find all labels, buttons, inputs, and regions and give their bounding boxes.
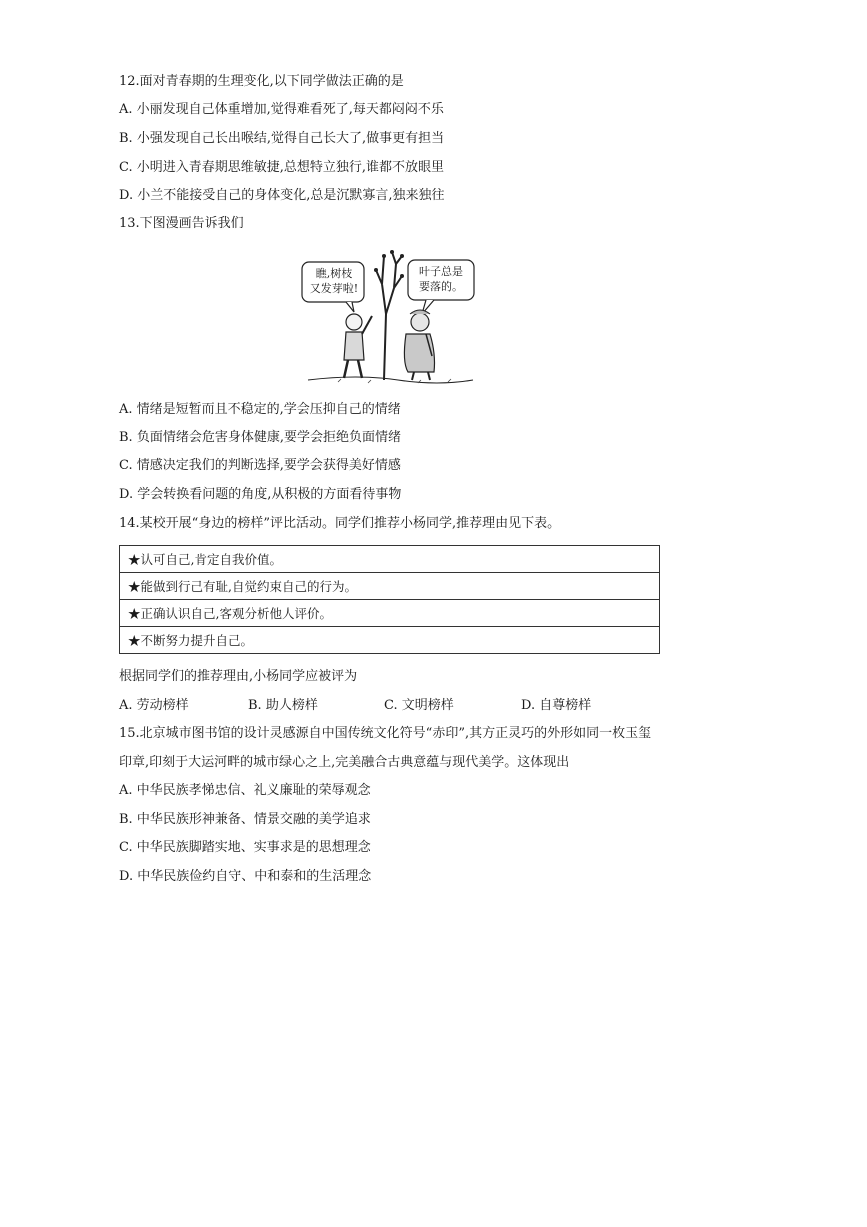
question-13-option-d: D. 学会转换看问题的角度,从积极的方面看待事物: [119, 487, 402, 502]
bubble-left: [306, 266, 362, 296]
table-cell: ★能做到行己有耻,自觉约束自己的行为。: [120, 573, 660, 600]
bubble-right-line-2: 要落的。: [419, 280, 463, 293]
table-row: [120, 546, 660, 573]
question-15-stem-line-2: 印章,印刻于大运河畔的城市绿心之上,完美融合古典意蕴与现代美学。这体现出: [119, 755, 570, 770]
table-row: [120, 627, 660, 654]
table-cell: ★认可自己,肯定自我价值。: [120, 546, 660, 573]
question-14-option-c: C. 文明榜样: [384, 698, 454, 713]
question-13-stem: 13.下图漫画告诉我们: [119, 216, 244, 231]
bubble-left-line-1: 瞧,树枝: [315, 267, 353, 280]
table-cell: ★正确认识自己,客观分析他人评价。: [120, 600, 660, 627]
bubble-right-line-1: 叶子总是: [419, 265, 463, 278]
question-14-option-b: B. 助人榜样: [248, 698, 318, 713]
table-cell: ★不断努力提升自己。: [120, 627, 660, 654]
question-13-option-a: A. 情绪是短暂而且不稳定的,学会压抑自己的情绪: [119, 402, 401, 417]
bubble-right: [412, 264, 470, 294]
table-row: [120, 573, 660, 600]
question-14-option-d: D. 自尊榜样: [521, 698, 592, 713]
question-12-option-a: A. 小丽发现自己体重增加,觉得难看死了,每天都闷闷不乐: [119, 102, 444, 117]
comic-illustration: [298, 244, 480, 386]
question-13-option-b: B. 负面情绪会危害身体健康,要学会拒绝负面情绪: [119, 430, 401, 445]
question-14-follow-up: 根据同学们的推荐理由,小杨同学应被评为: [119, 669, 358, 684]
question-15-option-d: D. 中华民族俭约自守、中和泰和的生活理念: [119, 869, 372, 884]
question-12-stem: 12.面对青春期的生理变化,以下同学做法正确的是: [119, 74, 404, 89]
question-15-option-c: C. 中华民族脚踏实地、实事求是的思想理念: [119, 840, 371, 855]
recommendation-table: [119, 545, 660, 654]
question-15-option-b: B. 中华民族形神兼备、情景交融的美学追求: [119, 812, 371, 827]
table-row: [120, 600, 660, 627]
bubble-left-line-2: 又发芽啦!: [309, 282, 359, 295]
question-12-option-d: D. 小兰不能接受自己的身体变化,总是沉默寡言,独来独往: [119, 188, 445, 203]
question-13-option-c: C. 情感决定我们的判断选择,要学会获得美好情感: [119, 458, 401, 473]
question-15-stem-line-1: 15.北京城市图书馆的设计灵感源自中国传统文化符号“赤印”,其方正灵巧的外形如同一枚玉玺: [119, 726, 652, 741]
question-12-option-b: B. 小强发现自己长出喉结,觉得自己长大了,做事更有担当: [119, 131, 445, 146]
question-14-option-a: A. 劳动榜样: [119, 698, 189, 713]
question-14-stem: 14.某校开展“身边的榜样”评比活动。同学们推荐小杨同学,推荐理由见下表。: [119, 516, 561, 531]
question-12-option-c: C. 小明进入青春期思维敏捷,总想特立独行,谁都不放眼里: [119, 160, 445, 175]
question-15-option-a: A. 中华民族孝悌忠信、礼义廉耻的荣辱观念: [119, 783, 371, 798]
